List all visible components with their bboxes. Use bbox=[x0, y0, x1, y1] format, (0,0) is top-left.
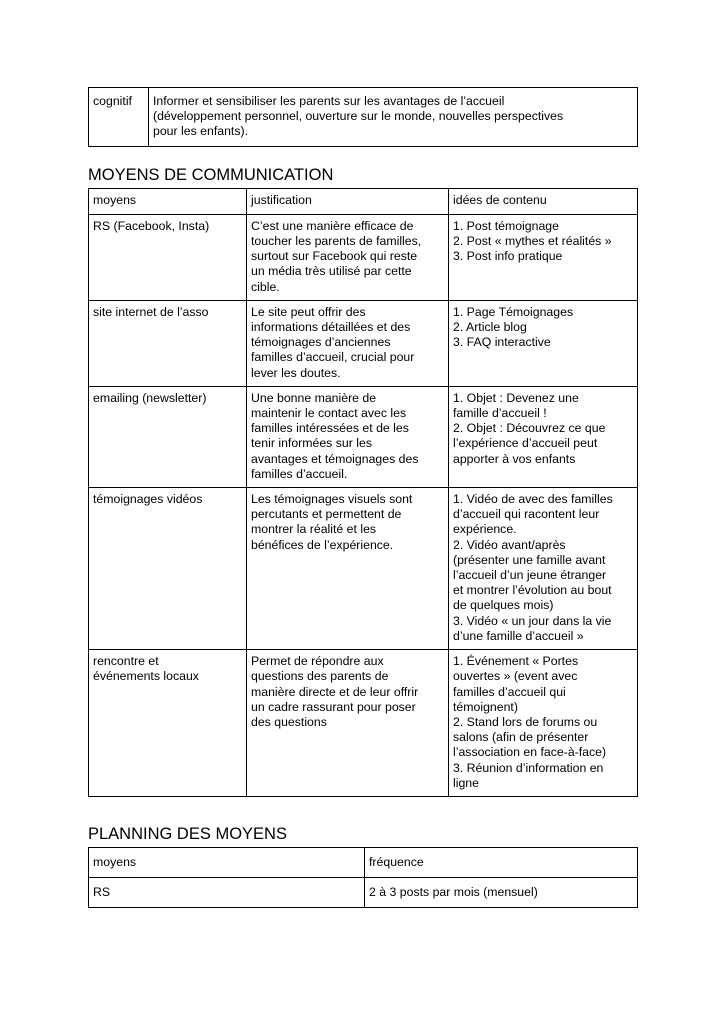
table-row bbox=[89, 488, 638, 650]
justification-cell: C’est une manière efficace de toucher les parents de familles, surtout sur Facebook qui reste un média très utilisé par cette cible. bbox=[247, 214, 449, 300]
objectif-description-cell: Informer et sensibiliser les parents sur les avantages de l’accueil (développement personnel, ouverture sur le monde, nouvelles perspectives pour les enfants). bbox=[149, 88, 638, 147]
frequence-cell: 2 à 3 posts par mois (mensuel) bbox=[365, 878, 638, 908]
header-frequence: fréquence bbox=[365, 847, 638, 877]
objectifs-table bbox=[88, 87, 638, 147]
table-row bbox=[89, 386, 638, 487]
table-row bbox=[89, 878, 638, 908]
table-row bbox=[89, 650, 638, 797]
moyen-cell: RS (Facebook, Insta) bbox=[89, 214, 247, 300]
moyen-cell: témoignages vidéos bbox=[89, 488, 247, 650]
idees-cell: 1. Événement « Portes ouvertes » (event avec familles d’accueil qui témoignent) 2. Stand lors de forums ou salons (afin de présenter l’association en face-à-face) 3. Réunion d’information en ligne bbox=[449, 650, 638, 797]
justification-cell: Le site peut offrir des informations détaillées et des témoignages d’anciennes familles d’accueil, crucial pour lever les doutes. bbox=[247, 300, 449, 386]
planning-table bbox=[88, 847, 638, 908]
idees-cell: 1. Vidéo de avec des familles d’accueil qui racontent leur expérience. 2. Vidéo avant/après (présenter une famille avant l’accueil d’un jeune étranger et montrer l’évolution au bout de quelques mois) 3. Vidéo « un jour dans la vie d’une famille d’accueil » bbox=[449, 488, 638, 650]
document-page bbox=[88, 87, 637, 908]
header-justification: justification bbox=[247, 188, 449, 214]
table-header-row bbox=[89, 847, 638, 877]
section-title-planning: PLANNING DES MOYENS bbox=[88, 824, 287, 843]
moyen-cell: emailing (newsletter) bbox=[89, 386, 247, 487]
justification-cell: Une bonne manière de maintenir le contact avec les familles intéressées et de les tenir informées sur les avantages et témoignages des familles d’accueil. bbox=[247, 386, 449, 487]
header-moyens: moyens bbox=[89, 847, 365, 877]
idees-cell: 1. Post témoignage 2. Post « mythes et réalités » 3. Post info pratique bbox=[449, 214, 638, 300]
moyen-cell: site internet de l’asso bbox=[89, 300, 247, 386]
idees-cell: 1. Objet : Devenez une famille d’accueil ! 2. Objet : Découvrez ce que l’expérience d’accueil peut apporter à vos enfants bbox=[449, 386, 638, 487]
objectif-type-cell: cognitif bbox=[89, 88, 149, 147]
table-header-row bbox=[89, 188, 638, 214]
justification-cell: Les témoignages visuels sont percutants et permettent de montrer la réalité et les bénéfices de l’expérience. bbox=[247, 488, 449, 650]
table-row bbox=[89, 300, 638, 386]
moyen-cell: RS bbox=[89, 878, 365, 908]
moyens-table bbox=[88, 188, 638, 797]
moyen-cell: rencontre et événements locaux bbox=[89, 650, 247, 797]
section-title-moyens: MOYENS DE COMMUNICATION bbox=[88, 165, 334, 184]
header-moyens: moyens bbox=[89, 188, 247, 214]
justification-cell: Permet de répondre aux questions des parents de manière directe et de leur offrir un cadre rassurant pour poser des questions bbox=[247, 650, 449, 797]
table-row bbox=[89, 88, 638, 147]
idees-cell: 1. Page Témoignages 2. Article blog 3. FAQ interactive bbox=[449, 300, 638, 386]
table-row bbox=[89, 214, 638, 300]
header-idees: idées de contenu bbox=[449, 188, 638, 214]
